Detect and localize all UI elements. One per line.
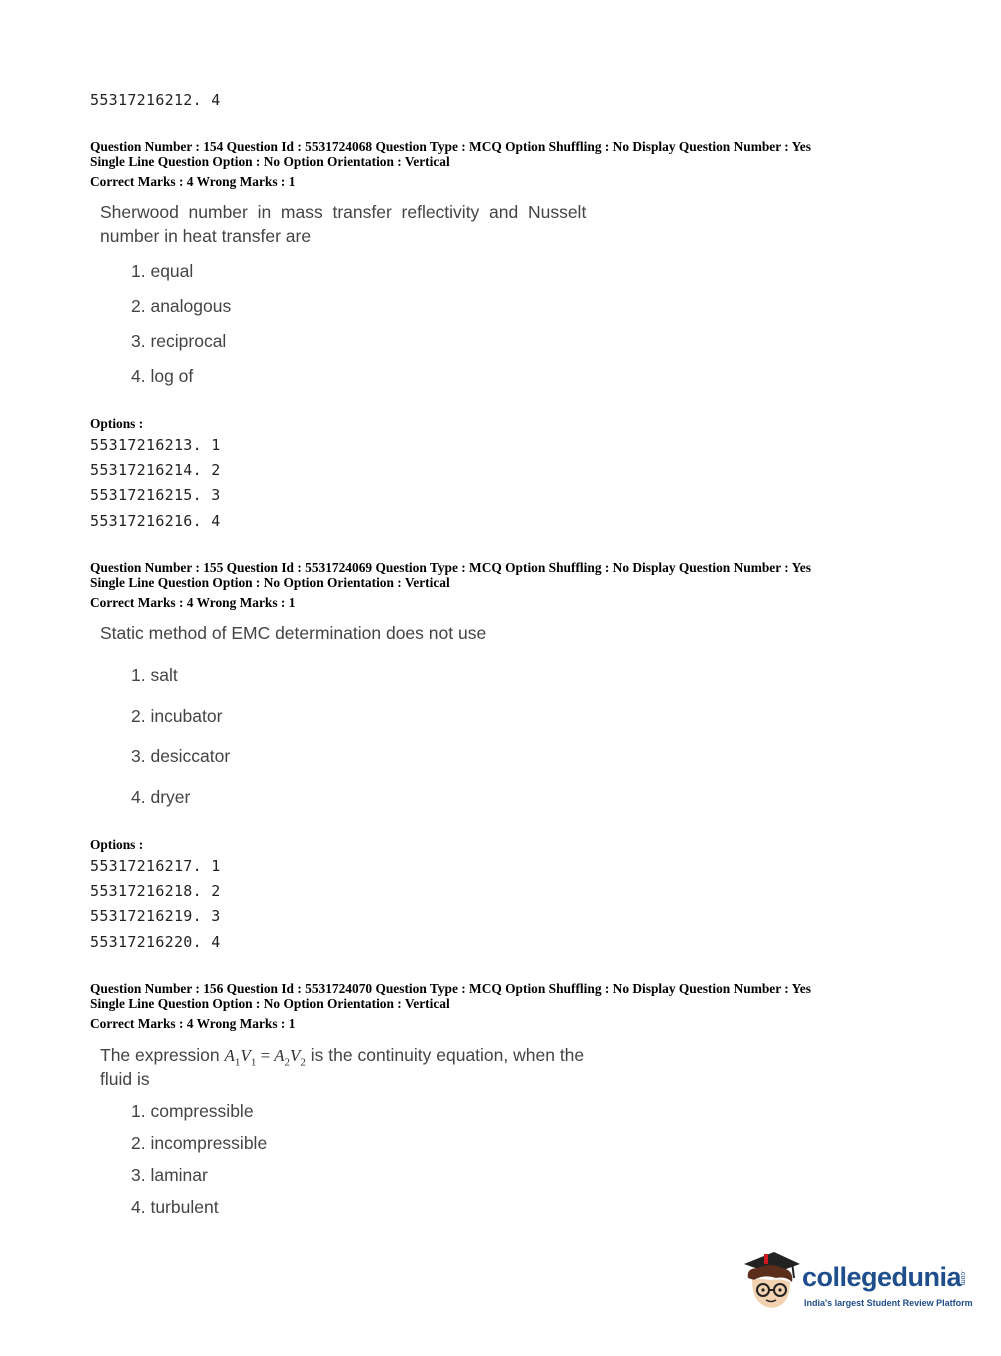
question-text-line2: fluid is: [100, 1069, 150, 1089]
question-text: Sherwood number in mass transfer reflectivity and Nusselt: [100, 202, 587, 222]
choice: 4. turbulent: [131, 1197, 219, 1217]
choice: 2. incompressible: [131, 1133, 268, 1153]
question-meta: Question Number : 156 Question Id : 5531724070 Question Type : MCQ Option Shuffling : No Display Question Number : Yes: [90, 981, 811, 996]
mascot-icon: [740, 1248, 802, 1316]
question-meta-line2: Single Line Question Option : No Option Orientation : Vertical: [90, 154, 450, 169]
choice: 1. equal: [131, 261, 194, 281]
choice: 2. analogous: [131, 296, 232, 316]
question-meta: Question Number : 154 Question Id : 5531724068 Question Type : MCQ Option Shuffling : No Display Question Number : Yes: [90, 139, 811, 154]
options-label: Options :: [90, 416, 144, 431]
option-id: 55317216215. 3: [90, 486, 221, 504]
question-text-line2: number in heat transfer are: [100, 226, 312, 246]
option-id: 55317216220. 4: [90, 933, 221, 951]
continuity-equation: $A_1V_1 = A_2V_2$: [224, 1046, 306, 1069]
choice: 4. log of: [131, 366, 194, 386]
question-meta-line2: Single Line Question Option : No Option Orientation : Vertical: [90, 575, 450, 590]
question-marks: Correct Marks : 4 Wrong Marks : 1: [90, 595, 296, 610]
option-id: 55317216216. 4: [90, 512, 221, 530]
question-text-suffix: is the continuity equation, when the: [310, 1045, 585, 1065]
option-id: 55317216212. 4: [90, 91, 221, 109]
question-text: Static method of EMC determination does not use: [100, 623, 487, 643]
choice: 1. salt: [131, 665, 178, 685]
choice: 3. laminar: [131, 1165, 208, 1185]
question-marks: Correct Marks : 4 Wrong Marks : 1: [90, 1016, 296, 1031]
option-id: 55317216213. 1: [90, 436, 221, 454]
question-meta: Question Number : 155 Question Id : 5531724069 Question Type : MCQ Option Shuffling : No Display Question Number : Yes: [90, 560, 811, 575]
choice: 4. dryer: [131, 787, 191, 807]
logo-wordmark: collegedunia: [802, 1262, 962, 1292]
question-text: [100, 1043, 584, 1075]
option-id: 55317216214. 2: [90, 461, 221, 479]
collegedunia-logo: [740, 1248, 973, 1318]
choice: 1. compressible: [131, 1101, 254, 1121]
choice: 3. desiccator: [131, 746, 231, 766]
option-id: 55317216218. 2: [90, 882, 221, 900]
option-id: 55317216217. 1: [90, 857, 221, 875]
option-id: 55317216219. 3: [90, 907, 221, 925]
logo-tagline: India's largest Student Review Platform: [804, 1298, 973, 1308]
question-meta-line2: Single Line Question Option : No Option Orientation : Vertical: [90, 996, 450, 1011]
options-label: Options :: [90, 837, 144, 852]
logo-com: .com: [959, 1270, 966, 1286]
choice: 2. incubator: [131, 706, 223, 726]
choice: 3. reciprocal: [131, 331, 227, 351]
question-text-prefix: The expression: [100, 1045, 220, 1065]
question-marks: Correct Marks : 4 Wrong Marks : 1: [90, 174, 296, 189]
